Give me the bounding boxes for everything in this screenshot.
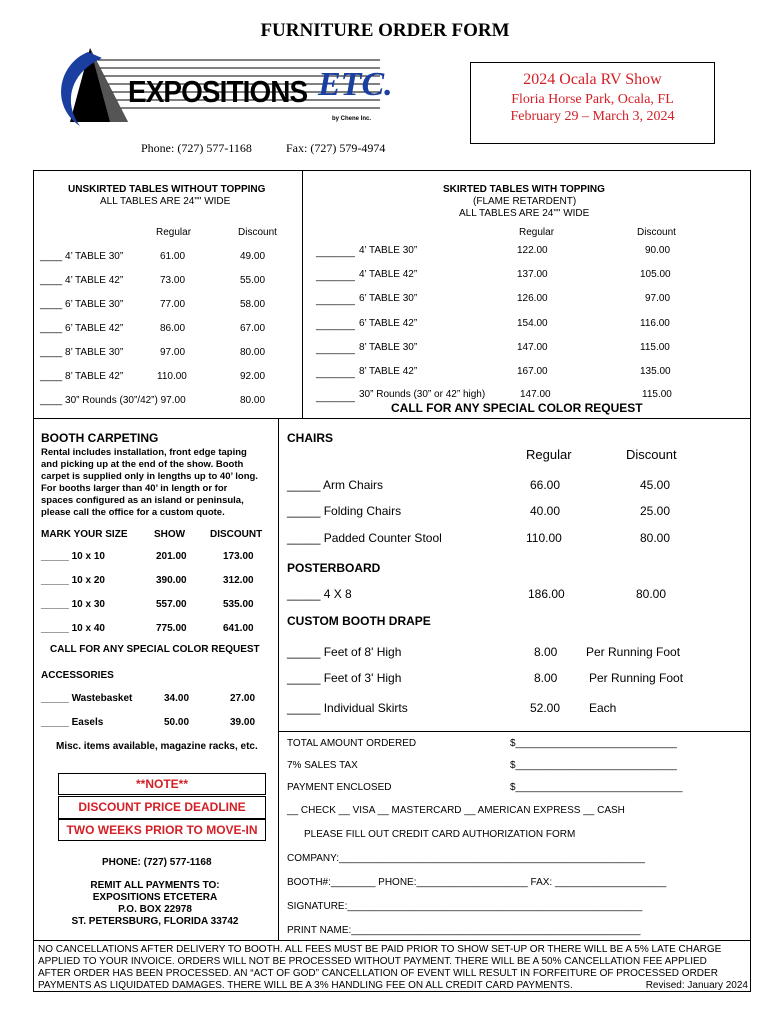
row-regular: 110.00 — [526, 531, 562, 545]
print-name-field[interactable]: PRINT NAME:____________________________________________________ — [287, 925, 641, 936]
row-discount: 312.00 — [223, 575, 254, 586]
carpet-title: BOOTH CARPETING — [41, 431, 159, 445]
row-discount: 115.00 — [642, 389, 672, 400]
row-discount: 135.00 — [640, 366, 671, 377]
accessories-title: ACCESSORIES — [41, 670, 114, 681]
misc-items: Misc. items available, magazine racks, etc. — [56, 741, 258, 752]
row-label: _____ Individual Skirts — [287, 701, 408, 715]
unskirted-discount-header: Discount — [238, 227, 277, 238]
chairs-discount-header: Discount — [626, 447, 677, 462]
row-discount: 97.00 — [645, 293, 671, 304]
row-label: _____ Arm Chairs — [287, 478, 384, 492]
row-label: _____ 10 x 40 — [41, 623, 105, 634]
carpet-desc-line: spaces configured as an island or peninsula, — [41, 495, 244, 506]
company-logo — [50, 44, 393, 130]
signature-field[interactable]: SIGNATURE:_____________________________________________________ — [287, 901, 643, 912]
row-unit: Per Running Foot — [586, 645, 681, 659]
drape-title: CUSTOM BOOTH DRAPE — [287, 614, 431, 628]
contact-fax: Fax: (727) 579-4974 — [286, 141, 386, 155]
chairs-title: CHAIRS — [287, 431, 334, 445]
row-regular: 147.00 — [517, 342, 548, 353]
note-box — [58, 796, 266, 819]
row-label: _____ Feet of 3' High — [287, 671, 402, 685]
divider — [33, 940, 751, 941]
total-field[interactable]: $_____________________________ — [510, 738, 677, 749]
divider — [278, 731, 750, 732]
divider — [33, 418, 751, 419]
total-label: TOTAL AMOUNT ORDERED — [287, 738, 417, 749]
divider — [33, 991, 751, 992]
skirted-regular-header: Regular — [519, 227, 555, 238]
row-blank: _______ — [316, 295, 355, 306]
divider — [302, 170, 303, 418]
footer-line: APPLIED TO YOUR INVOICE. ORDERS WILL NOT BE PROCESSED WITHOUT PAYMENT. THERE WILL BE A 50% CANCELLATION FEE APPLIED — [38, 956, 707, 967]
carpet-discount-header: DISCOUNT — [210, 529, 263, 540]
row-discount: 45.00 — [640, 478, 671, 492]
row-regular: 126.00 — [517, 293, 548, 304]
row-discount: 105.00 — [640, 269, 671, 280]
remit-line: EXPOSITIONS ETCETERA — [92, 892, 218, 903]
divider — [278, 418, 279, 940]
chairs-regular-header: Regular — [526, 447, 572, 462]
show-venue: Floria Horse Park, Ocala, FL — [511, 92, 674, 107]
row-discount: 27.00 — [230, 693, 256, 704]
carpet-desc-line: and picking up at the end of the show. Booth — [41, 459, 244, 470]
row-label: 6’ TABLE 30” — [359, 293, 418, 304]
company-field[interactable]: COMPANY:_______________________________________________________ — [287, 853, 645, 864]
row-blank: _______ — [316, 271, 355, 282]
remit-line: REMIT ALL PAYMENTS TO: — [90, 880, 220, 891]
row-regular: 122.00 — [517, 245, 548, 256]
row-show: 557.00 — [156, 599, 187, 610]
row-label: ____ 4’ TABLE 42” — [40, 275, 124, 286]
page-title: FURNITURE ORDER FORM — [260, 20, 510, 41]
unskirted-title: UNSKIRTED TABLES WITHOUT TOPPING — [68, 184, 266, 195]
row-discount: 25.00 — [640, 504, 671, 518]
posterboard-title: POSTERBOARD — [287, 561, 381, 575]
row-label: 6’ TABLE 42” — [359, 318, 418, 329]
row-regular: 66.00 — [530, 478, 561, 492]
row-blank: _______ — [316, 344, 355, 355]
note-deadline: DISCOUNT PRICE DEADLINE — [78, 800, 246, 814]
row-discount: 80.00 — [636, 587, 667, 601]
tax-label: 7% SALES TAX — [287, 760, 358, 771]
row-label: 4’ TABLE 30” — [359, 245, 418, 256]
row-unit: Per Running Foot — [589, 671, 684, 685]
note-move-in: TWO WEEKS PRIOR TO MOVE-IN — [66, 823, 258, 837]
row-show: 201.00 — [156, 551, 187, 562]
row-regular: 137.00 — [517, 269, 548, 280]
row-show: 390.00 — [156, 575, 187, 586]
carpet-show-header: SHOW — [154, 529, 186, 540]
row-label: ____ 6’ TABLE 42” — [40, 323, 124, 334]
row-regular: 97.00 — [160, 347, 186, 358]
row-discount: 173.00 — [223, 551, 254, 562]
row-label: ____ 6’ TABLE 30” — [40, 299, 124, 310]
row-regular: 154.00 — [517, 318, 548, 329]
row-label: _____ Folding Chairs — [287, 504, 402, 518]
row-show: 34.00 — [164, 693, 190, 704]
note-title: **NOTE** — [135, 777, 188, 791]
logo-byline: by Chene Inc. — [332, 116, 372, 122]
row-discount: 90.00 — [645, 245, 671, 256]
carpet-size-header: MARK YOUR SIZE — [41, 529, 128, 540]
divider — [33, 170, 751, 171]
tax-field[interactable]: $_____________________________ — [510, 760, 677, 771]
row-discount: 115.00 — [640, 342, 670, 353]
row-label: ____ 4’ TABLE 30” — [40, 251, 124, 262]
row-unit: Each — [589, 701, 617, 715]
logo-etc: ETC. — [318, 66, 393, 103]
row-label: _____ 10 x 30 — [41, 599, 105, 610]
payment-methods[interactable]: __ CHECK __ VISA __ MASTERCARD __ AMERICAN EXPRESS __ CASH — [287, 805, 625, 816]
row-discount: 641.00 — [223, 623, 254, 634]
row-regular: 77.00 — [160, 299, 186, 310]
row-label: _____ 10 x 20 — [41, 575, 105, 586]
row-discount: 67.00 — [240, 323, 266, 334]
row-blank: _______ — [316, 368, 355, 379]
unskirted-regular-header: Regular — [156, 227, 192, 238]
row-label: ____ 8’ TABLE 42” — [40, 371, 124, 382]
divider — [33, 170, 34, 992]
carpet-special-request: CALL FOR ANY SPECIAL COLOR REQUEST — [50, 644, 260, 655]
show-name: 2024 Ocala RV Show — [523, 71, 662, 88]
row-label: _____ Feet of 8' High — [287, 645, 402, 659]
carpet-desc-line: please call the office for a custom quote. — [41, 507, 225, 518]
skirted-special-request: CALL FOR ANY SPECIAL COLOR REQUEST — [391, 401, 643, 415]
row-label: ____ 8’ TABLE 30” — [40, 347, 124, 358]
note-box — [58, 819, 266, 841]
show-info-box — [470, 62, 715, 144]
skirted-discount-header: Discount — [637, 227, 676, 238]
row-regular: 40.00 — [530, 504, 561, 518]
row-discount: 80.00 — [240, 395, 266, 406]
row-discount: 39.00 — [230, 717, 256, 728]
divider — [750, 170, 751, 992]
skirted-subtitle: (FLAME RETARDENT) — [473, 196, 577, 207]
skirted-subtitle-2: ALL TABLES ARE 24"" WIDE — [459, 208, 590, 219]
row-regular: 73.00 — [160, 275, 186, 286]
payment-field[interactable]: $______________________________ — [510, 782, 683, 793]
carpet-desc-line: For booths larger than 40’ in length or for — [41, 483, 228, 494]
row-label: _____ Wastebasket — [41, 693, 133, 704]
carpet-desc-line: carpet is supplied only in lengths up to 40’ long. — [41, 471, 258, 482]
row-discount: 92.00 — [240, 371, 266, 382]
row-discount: 80.00 — [640, 531, 671, 545]
row-discount: 58.00 — [240, 299, 266, 310]
row-label: _____ Padded Counter Stool — [287, 531, 442, 545]
payment-label: PAYMENT ENCLOSED — [287, 782, 392, 793]
row-regular: 147.00 — [520, 389, 551, 400]
contact-phone: Phone: (727) 577-1168 — [141, 141, 252, 155]
note-box — [58, 773, 266, 795]
row-blank: _______ — [316, 247, 355, 258]
row-label: 4’ TABLE 42” — [359, 269, 418, 280]
footer-line: PAYMENTS AS LIQUIDATED DAMAGES. THERE WILL BE A 3% HANDLING FEE ON ALL CREDIT CARD PAYMENTS. — [38, 980, 573, 991]
row-regular: 61.00 — [160, 251, 186, 262]
booth-phone-fax-field[interactable]: BOOTH#:________ PHONE:____________________ FAX: ____________________ — [287, 877, 667, 888]
row-label: 8’ TABLE 42” — [359, 366, 418, 377]
row-price: 8.00 — [534, 671, 558, 685]
row-label: _____ 4 X 8 — [287, 587, 352, 601]
remit-line: P.O. BOX 22978 — [118, 904, 192, 915]
row-label: _____ 10 x 10 — [41, 551, 105, 562]
row-discount: 80.00 — [240, 347, 266, 358]
row-discount: 49.00 — [240, 251, 266, 262]
unskirted-subtitle: ALL TABLES ARE 24"" WIDE — [100, 196, 231, 207]
cc-note: PLEASE FILL OUT CREDIT CARD AUTHORIZATION FORM — [304, 829, 576, 840]
skirted-title: SKIRTED TABLES WITH TOPPING — [443, 184, 605, 195]
row-regular: 186.00 — [528, 587, 565, 601]
row-label: ____ 30” Rounds (30”/42”) 97.00 — [40, 395, 186, 406]
logo-wordmark: EXPOSITIONS — [128, 74, 308, 109]
row-show: 50.00 — [164, 717, 190, 728]
row-label: 30” Rounds (30” or 42” high) — [359, 389, 486, 400]
footer-line: NO CANCELLATIONS AFTER DELIVERY TO BOOTH. ALL FEES MUST BE PAID PRIOR TO SHOW SET-UP OR THERE WILL BE A 5% LATE CHARGE — [38, 944, 722, 955]
row-discount: 116.00 — [640, 318, 670, 329]
footer-line: AFTER ORDER HAS BEEN PROCESSED. AN “ACT OF GOD” CANCELLATION OF EVENT WILL RESULT IN FORFEITURE OF PROCESSED ORDER — [38, 968, 718, 979]
carpet-desc-line: Rental includes installation, front edge taping — [41, 447, 247, 458]
row-label: _____ Easels — [41, 717, 104, 728]
row-blank: _______ — [316, 320, 355, 331]
row-discount: 55.00 — [240, 275, 266, 286]
row-price: 52.00 — [530, 701, 561, 715]
row-blank: _______ — [316, 392, 355, 403]
remit-line: ST. PETERSBURG, FLORIDA 33742 — [71, 916, 239, 927]
show-dates: February 29 – March 3, 2024 — [510, 109, 675, 124]
row-regular: 167.00 — [517, 366, 548, 377]
row-label: 8’ TABLE 30” — [359, 342, 418, 353]
row-regular: 110.00 — [157, 371, 187, 382]
row-discount: 535.00 — [223, 599, 254, 610]
remit-phone: PHONE: (727) 577-1168 — [102, 857, 212, 868]
revised-date: Revised: January 2024 — [645, 980, 748, 991]
row-price: 8.00 — [534, 645, 558, 659]
row-regular: 86.00 — [160, 323, 186, 334]
row-show: 775.00 — [156, 623, 187, 634]
